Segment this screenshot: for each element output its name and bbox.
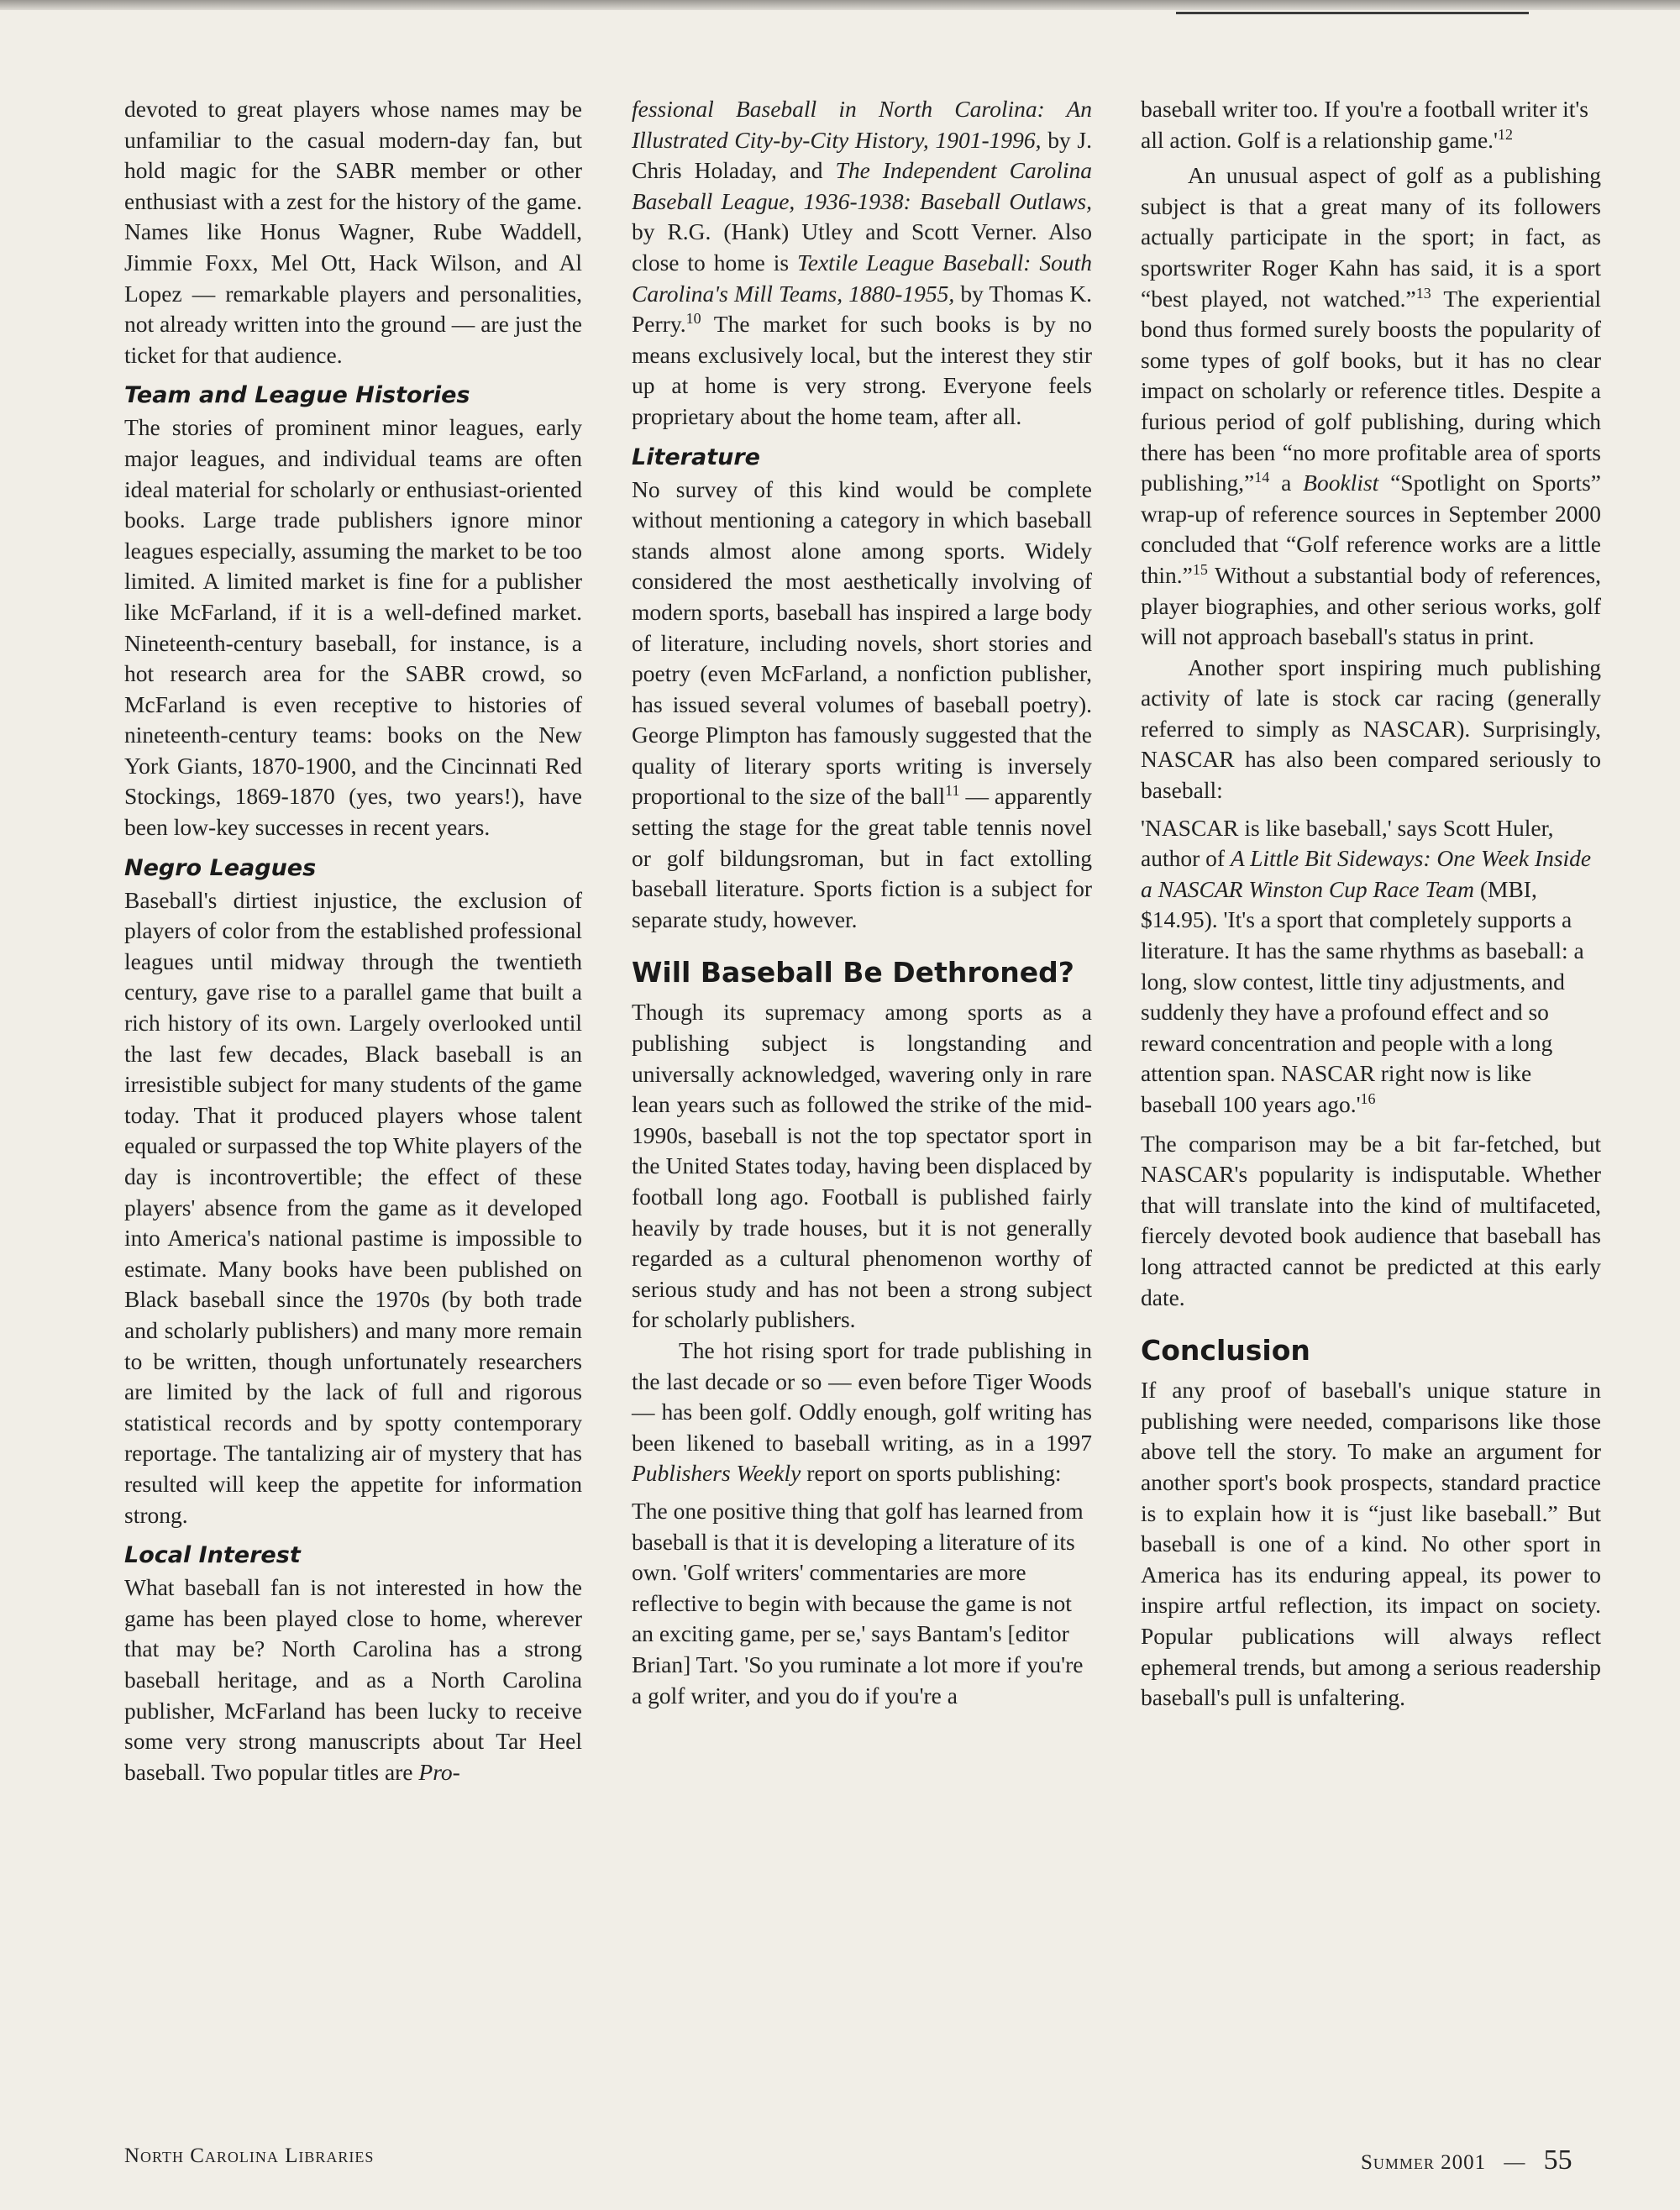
text-span: The market for such books is by no means exclusively local, but the interest they stir up at home is very strong. Everyone feels proprietary about the home team, after all. — [632, 311, 1092, 429]
heading-local-interest: Local Interest — [124, 1542, 301, 1569]
heading-team-league-histories: Team and League Histories — [124, 382, 470, 409]
paragraph-will-baseball: Though its supremacy among sports as a publishing subject is longstanding and universally acknowledged, wavering only in rare lean years such as followed the strike of the mid-1990s, baseball is not the top spectator sport in the United States today, having been displaced by football long ago. Football is published fairly heavily by trade houses, but it is not generally regarded as a cultural phenomenon worthy of serious study and has not been a strong subject for scholarly publishers. — [632, 999, 1092, 1333]
text-span: — apparently setting the stage for the great table tennis novel or golf bildungsroman, but in fact extolling baseball literature. Sports fiction is a subject for separate study, however. — [632, 783, 1092, 932]
paragraph-negro-leagues: Baseball's dirtiest injustice, the exclusion of players of color from the established professional leagues until midway through the twentieth century, gave rise to a parallel game that built a rich history of its own. Largely overlooked until the last few decades, Black baseball is an irresistible subject for many students of the game today. That it produced players whose talent equaled or surpassed the top White players of the day is incontrovertible; the effect of these players' absence from the game as it developed into America's national pastime is impossible to estimate. Many books have been published on Black baseball since the 1970s (by both trade and scholarly publishers) and many more remain to be written, though unfortunately researchers are limited by the lack of full and rigorous statistical records and by spotty contemporary reportage. The tantalizing air of mystery that has resulted will keep the appetite for information strong. — [124, 886, 582, 1528]
footnote-ref-10: 10 — [685, 310, 701, 327]
footer-season: Summer 2001 — [1361, 2151, 1487, 2174]
paragraph-nascar: Another sport inspiring much publishing activity of late is stock car racing (generally referred to simply as NASCAR). Surprisingly, NASCAR has also been compared seriously to baseball: — [1141, 654, 1601, 804]
page-top-edge — [0, 0, 1680, 10]
footer-journal-name: North Carolina Libraries — [124, 2144, 375, 2167]
paragraph-nc-titles — [632, 94, 1092, 433]
footnote-ref-12: 12 — [1497, 125, 1513, 143]
heading-will-baseball-be-dethroned: Will Baseball Be Dethroned? — [632, 956, 1074, 990]
text-span: “Spotlight on Sports” wrap-up of reference sources in September 2000 concluded that “Golf reference works are a little thin.” — [1141, 470, 1601, 588]
footnote-ref-15: 15 — [1192, 560, 1208, 578]
text-span: report on sports publishing: — [801, 1460, 1062, 1487]
text-span: (MBI, $14.95). 'It's a sport that completely supports a literature. It has the same rhythms as baseball: a long, slow contest, little tiny adjustments, and suddenly they have a profound effect and so reward concentration and people with a long attention span. NASCAR right now is like baseball 100 years ago.' — [1141, 875, 1584, 1117]
footnote-ref-14: 14 — [1254, 468, 1270, 486]
blockquote-golf: The one positive thing that golf has learned from baseball is that it is developing a literature of its own. 'Golf writers' commentaries are more reflective to begin with because the game is not an exciting game, per se,' says Bantam's [editor Brian] Tart. 'So you ruminate a lot more if you're a golf writer, and you do if you're a — [632, 1497, 1084, 1709]
text-span: The experiential bond thus formed surely boosts the popularity of some types of golf books, but it has no clear impact on scholarly or reference titles. Despite a furious period of golf publishing, during which there has been “no more profitable area of sports publishing,” — [1141, 285, 1601, 496]
column-right — [1141, 94, 1601, 1714]
publication-booklist: Booklist — [1303, 470, 1379, 496]
paragraph-literature — [632, 475, 1092, 936]
text-span: a — [1269, 470, 1304, 496]
paragraph-golf-unusual-aspect — [1141, 160, 1601, 653]
book-title-professional-baseball-nc: fessional Baseball in North Carolina: An Illustrated City-by-City History, 1901-1996, — [632, 96, 1092, 153]
footer-issue — [1361, 2144, 1572, 2176]
blockquote-golf-continued — [1141, 94, 1601, 155]
heading-negro-leagues: Negro Leagues — [124, 854, 317, 881]
paragraph-comparison: The comparison may be a bit far-fetched, but NASCAR's popularity is indisputable. Whether that will translate into the kind of multifaceted, fiercely devoted book audience that baseball has long attracted cannot be predicted at this early date. — [1141, 1130, 1601, 1310]
paragraph-local-interest — [124, 1572, 582, 1787]
local-interest-text: What baseball fan is not interested in how the game has been played close to home, wherever that may be? North Carolina has a strong baseball heritage, and as a North Carolina publisher, McFarland has been lucky to receive some very strong manuscripts about Tar Heel baseball. Two popular titles are — [124, 1574, 582, 1785]
column-left — [124, 94, 582, 1787]
book-title-independent-carolina: The Independent Carolina Baseball League, 1936-1938: Baseball Outlaws, — [632, 157, 1092, 214]
footnote-ref-16: 16 — [1360, 1089, 1376, 1107]
paragraph-conclusion: If any proof of baseball's unique stature in publishing were needed, comparisons like those above tell the story. To make an argument for another sport's book prospects, standard practice is to explain how it is “just like baseball.” But baseball is one of a kind. No other sport in America has its enduring appeal, its power to inspire artful reflection, its impact on society. Popular publications will always reflect ephemeral trends, but among a serious readership baseball's pull is unfaltering. — [1141, 1377, 1601, 1711]
paragraph-intro: devoted to great players whose names may be unfamiliar to the casual modern-day fan, but hold magic for the SABR member or other enthusiast with a zest for the history of the game. Names like Honus Wagner, Rube Waddell, Jimmie Foxx, Mel Ott, Hack Wilson, and Al Lopez — remarkable players and personalities, not already written into the ground — are just the ticket for that audience. — [124, 96, 582, 368]
text-span: The hot rising sport for trade publishing in the last decade or so — even before Tiger Woods — has been golf. Oddly enough, golf writing has been likened to baseball writing, as in a 1997 — [632, 1336, 1092, 1456]
paragraph-team-histories: The stories of prominent minor leagues, early major leagues, and individual teams are often ideal material for scholarly or enthusiast-oriented books. Large trade publishers ignore minor leagues especially, assuming the market to be too limited. A limited market is fine for a publisher like McFarland, if it is a well-defined market. Nineteenth-century baseball, for instance, is a hot research area for the SABR crowd, so McFarland is even receptive to histories of nineteenth-century teams: books on the New York Giants, 1870-1900, and the Cincinnati Red Stockings, 1869-1870 (yes, two years!), have been low-key successes in recent years. — [124, 414, 582, 841]
local-interest-italic: Pro- — [418, 1758, 460, 1785]
text-span: by Thomas K. Perry. — [632, 280, 1092, 338]
heading-literature: Literature — [632, 444, 760, 470]
text-span: An unusual aspect of golf as a publishing subject is that a great many of its followers actually participate in the sport; in fact, as sportswriter Roger Kahn has said, it is a sport “best played, not watched.” — [1141, 162, 1601, 312]
text-span: Without a substantial body of references, player biographies, and other serious works, golf will not approach baseball's status in print. — [1141, 561, 1601, 650]
publication-publishers-weekly: Publishers Weekly — [632, 1460, 801, 1487]
page-number: 55 — [1543, 2144, 1572, 2176]
footer-dash: — — [1504, 2151, 1526, 2174]
book-title-textile-league: Textile League Baseball: South Carolina's Mill Teams, 1880-1955, — [632, 249, 1092, 307]
column-middle — [632, 94, 1092, 1711]
heading-conclusion: Conclusion — [1141, 1334, 1310, 1367]
text-span: No survey of this kind would be complete without mentioning a category in which baseball stands almost alone among sports. Widely considered the most aesthetically involving of modern sports, baseball has inspired a large body of literature, including novels, short stories and poetry (even McFarland, a nonfiction publisher, has issued several volumes of baseball poetry). George Plimpton has famously suggested that the quality of literary sports writing is inversely proportional to the size of the ball — [632, 475, 1092, 810]
page-top-rule — [1176, 12, 1529, 14]
text-span: baseball writer too. If you're a football writer it's all action. Golf is a relationship game.' — [1141, 96, 1589, 153]
blockquote-nascar — [1141, 813, 1601, 1121]
text-span: by R.G. (Hank) Utley and Scott Verner. Also close to home is — [632, 218, 1092, 276]
footnote-ref-11: 11 — [945, 782, 960, 800]
text-span: 'NASCAR is like baseball,' says Scott Huler, author of — [1141, 814, 1554, 872]
footnote-ref-13: 13 — [1415, 284, 1431, 302]
book-title-a-little-bit-sideways: A Little Bit Sideways: One Week Inside a NASCAR Winston Cup Race Team — [1141, 845, 1592, 902]
text-span: by J. Chris Holaday, and — [632, 126, 1092, 184]
paragraph-golf — [632, 1336, 1092, 1489]
